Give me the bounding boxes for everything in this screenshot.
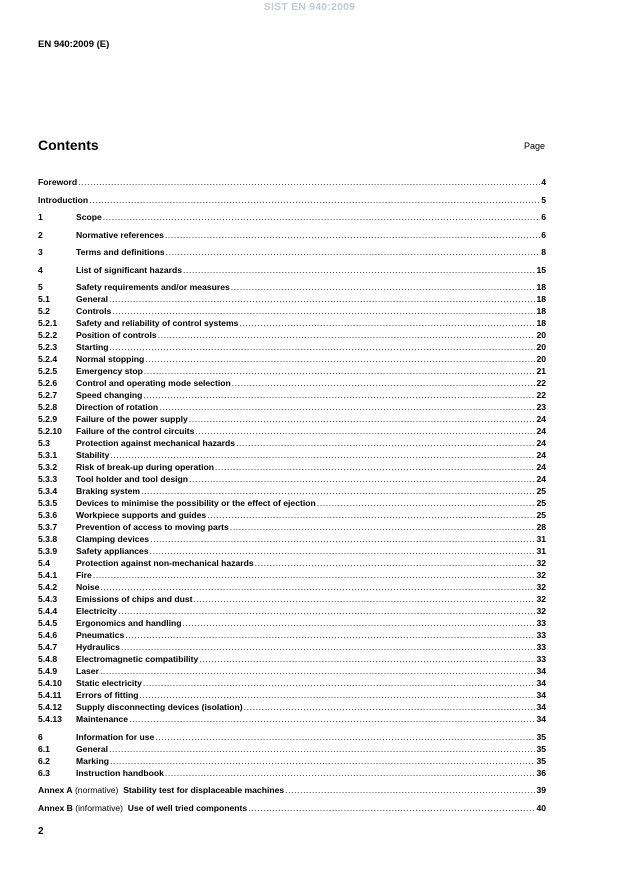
toc-entry-title: Static electricity xyxy=(76,678,142,688)
dot-leader xyxy=(140,689,536,701)
dot-leader xyxy=(183,264,535,276)
toc-entry[interactable] xyxy=(38,767,546,779)
toc-entry-number: 5.2.3 xyxy=(38,342,58,352)
toc-entry[interactable] xyxy=(38,176,546,188)
dot-leader xyxy=(118,605,535,617)
toc-entry-title: Risk of break-up during operation xyxy=(76,462,214,472)
toc-entry[interactable] xyxy=(38,581,546,593)
toc-entry-page: 34 xyxy=(536,714,546,724)
toc-entry-number: 5.2.7 xyxy=(38,390,58,400)
toc-entry-page: 22 xyxy=(536,390,546,400)
toc-entry-number: 5.3.3 xyxy=(38,474,58,484)
toc-entry-title: Tool holder and tool design xyxy=(76,474,189,484)
annex-kind: (normative) xyxy=(74,785,119,795)
dot-leader xyxy=(236,437,535,449)
dot-leader xyxy=(166,246,541,258)
dot-leader xyxy=(183,617,536,629)
dot-leader xyxy=(239,317,535,329)
toc-entry-page: 35 xyxy=(536,755,546,766)
toc-entry-number: 5.1 xyxy=(38,294,50,304)
toc-entry[interactable] xyxy=(38,629,546,641)
dot-leader xyxy=(109,341,535,353)
toc-entry-number: 5.4.7 xyxy=(38,642,58,652)
dot-leader xyxy=(144,365,536,377)
dot-leader xyxy=(159,401,535,413)
toc-entry-title: Protection against mechanical hazards xyxy=(76,438,236,448)
toc-entry-page: 21 xyxy=(536,366,546,376)
toc-entry-title: Foreword xyxy=(38,177,78,187)
toc-entry-number: 5.4.13 xyxy=(38,714,62,724)
dot-leader xyxy=(103,211,540,223)
dot-leader xyxy=(110,449,535,461)
dot-leader xyxy=(121,641,535,653)
toc-entry-title: Noise xyxy=(76,582,100,592)
toc-entry-number: 5.3.1 xyxy=(38,450,58,460)
toc-entry-title: Stability xyxy=(76,450,110,460)
toc-entry-title: Clamping devices xyxy=(76,534,150,544)
toc-entry-number: 5.3.9 xyxy=(38,546,58,556)
toc-entry-number: 5.3.6 xyxy=(38,510,58,520)
toc-entry-page: 18 xyxy=(536,294,546,304)
toc-entry[interactable] xyxy=(38,425,546,437)
toc-entry-number: 5.4.10 xyxy=(38,678,62,688)
toc-entry-number: 5.4.5 xyxy=(38,618,58,628)
annex-heading xyxy=(38,802,247,814)
toc-entry[interactable] xyxy=(38,521,546,533)
toc-entry[interactable] xyxy=(38,593,546,605)
toc-entry-number: 2 xyxy=(38,229,43,240)
dot-leader xyxy=(100,581,535,593)
toc-entry[interactable] xyxy=(38,353,546,365)
toc-entry-title: Protection against non-mechanical hazards xyxy=(76,558,254,568)
toc-entry[interactable] xyxy=(38,665,546,677)
dot-leader xyxy=(285,784,535,796)
dot-leader xyxy=(230,521,536,533)
toc-entry-page: 40 xyxy=(536,802,546,813)
toc-entry-page: 25 xyxy=(536,510,546,520)
toc-entry-page: 35 xyxy=(536,731,546,742)
dot-leader xyxy=(255,557,536,569)
toc-entry-title: General xyxy=(76,743,109,754)
dot-leader xyxy=(232,377,536,389)
toc-entry-number: 5.3.8 xyxy=(38,534,58,544)
toc-entry-page: 39 xyxy=(536,785,546,795)
toc-entry[interactable] xyxy=(38,365,546,377)
toc-entry-title: Devices to minimise the possibility or the effect of ejection xyxy=(76,498,316,508)
toc-entry[interactable] xyxy=(38,461,546,473)
dot-leader xyxy=(207,509,535,521)
toc-entry[interactable] xyxy=(38,437,546,449)
toc-entry-number: 5.2.4 xyxy=(38,354,58,364)
toc-entry[interactable] xyxy=(38,485,546,497)
document-id: EN 940:2009 (E) xyxy=(38,39,110,50)
toc-entry-page: 32 xyxy=(536,582,546,592)
toc-entry[interactable] xyxy=(38,317,546,329)
toc-entry-number: 5 xyxy=(38,282,43,292)
toc-entry-page: 15 xyxy=(536,264,546,275)
toc-entry-number: 5.4.8 xyxy=(38,654,58,664)
toc-entry-page: 6 xyxy=(541,212,546,222)
toc-entry[interactable] xyxy=(38,743,546,755)
toc-entry-page: 22 xyxy=(536,378,546,388)
toc-entry-page: 34 xyxy=(536,666,546,676)
toc-entry-title: Prevention of access to moving parts xyxy=(76,522,229,532)
toc-entry-number: 5.2.8 xyxy=(38,402,58,412)
toc-entry-page: 18 xyxy=(536,318,546,328)
dot-leader xyxy=(215,461,535,473)
toc-entry[interactable] xyxy=(38,293,546,305)
toc-entry-page: 24 xyxy=(536,450,546,460)
toc-entry-number: 5.3.2 xyxy=(38,462,58,472)
toc-entry[interactable] xyxy=(38,545,546,557)
dot-leader xyxy=(143,677,536,689)
toc-entry[interactable] xyxy=(38,281,546,293)
toc-entry-title: Information for use xyxy=(76,731,155,742)
toc-entry-title: Maintenance xyxy=(76,714,129,724)
dot-leader xyxy=(141,485,535,497)
toc-entry-page: 4 xyxy=(541,177,546,187)
dot-leader xyxy=(165,229,540,241)
toc-entry-title: Supply disconnecting devices (isolation) xyxy=(76,702,243,712)
dot-leader xyxy=(125,629,535,641)
toc-entry-title: Emissions of chips and dust xyxy=(76,594,193,604)
toc-entry[interactable] xyxy=(38,389,546,401)
dot-leader xyxy=(109,743,535,755)
toc-entry[interactable] xyxy=(38,701,546,713)
toc-entry[interactable] xyxy=(38,341,546,353)
toc-entry-title: Electricity xyxy=(76,606,118,616)
toc-entry-title: Laser xyxy=(76,666,99,676)
toc-entry-title: Terms and definitions xyxy=(76,247,165,257)
toc-entry-title: Braking system xyxy=(76,486,141,496)
toc-entry-title: Hydraulics xyxy=(76,642,120,652)
toc-entry-number: 5.4.3 xyxy=(38,594,58,604)
toc-entry-page: 32 xyxy=(536,594,546,604)
toc-entry-title: Instruction handbook xyxy=(76,767,164,778)
dot-leader xyxy=(189,473,535,485)
dot-leader xyxy=(129,713,535,725)
toc-entry-title: Control and operating mode selection xyxy=(76,378,231,388)
toc-entry[interactable] xyxy=(38,641,546,653)
toc-entry[interactable] xyxy=(38,401,546,413)
toc-entry-page: 33 xyxy=(536,618,546,628)
toc-entry-page: 24 xyxy=(536,426,546,436)
toc-entry-page: 8 xyxy=(541,247,546,257)
toc-entry-number: 5.2.10 xyxy=(38,426,62,436)
toc-entry-page: 32 xyxy=(536,570,546,580)
toc-entry-title: Electromagnetic compatibility xyxy=(76,654,199,664)
dot-leader xyxy=(195,425,535,437)
toc-entry[interactable] xyxy=(38,533,546,545)
annex-title: Stability test for displaceable machines xyxy=(123,785,285,795)
toc-entry-number: 1 xyxy=(38,212,43,222)
toc-entry-number: 5.4.1 xyxy=(38,570,58,580)
toc-entry[interactable] xyxy=(38,246,546,258)
toc-entry-number: 5.2 xyxy=(38,306,50,316)
toc-entry-page: 34 xyxy=(536,690,546,700)
toc-annex-entry[interactable] xyxy=(38,802,546,814)
annex-label: Annex B xyxy=(38,802,73,813)
toc-entry-page: 36 xyxy=(536,767,546,778)
toc-entry-title: Safety appliances xyxy=(76,546,149,556)
toc-entry-page: 33 xyxy=(536,630,546,640)
dot-leader xyxy=(194,593,536,605)
dot-leader xyxy=(78,176,540,188)
toc-annex-entry[interactable] xyxy=(38,784,546,796)
toc-entry[interactable] xyxy=(38,509,546,521)
toc-entry-title: Safety and reliability of control systems xyxy=(76,318,239,328)
toc-entry-number: 6.2 xyxy=(38,755,50,766)
toc-entry[interactable] xyxy=(38,557,546,569)
toc-entry-page: 23 xyxy=(536,402,546,412)
contents-title: Contents xyxy=(38,137,99,153)
toc-entry-number: 5.3 xyxy=(38,438,50,448)
toc-entry[interactable] xyxy=(38,653,546,665)
toc-entry-title: Pneumatics xyxy=(76,630,125,640)
toc-entry-number: 5.4.2 xyxy=(38,582,58,592)
toc-entry-title: Controls xyxy=(76,306,112,316)
dot-leader xyxy=(189,413,536,425)
toc-entry-title: Errors of fitting xyxy=(76,690,139,700)
dot-leader xyxy=(143,389,535,401)
toc-entry-title: Safety requirements and/or measures xyxy=(76,282,230,292)
toc-entry-page: 24 xyxy=(536,414,546,424)
toc-entry-number: 5.3.7 xyxy=(38,522,58,532)
toc-entry-number: 5.2.6 xyxy=(38,378,58,388)
toc-entry-number: 6.3 xyxy=(38,767,50,778)
dot-leader xyxy=(248,802,535,814)
toc-entry-number: 5.4.6 xyxy=(38,630,58,640)
toc-entry-title: Emergency stop xyxy=(76,366,143,376)
toc-entry-page: 32 xyxy=(536,558,546,568)
toc-entry-title: Workpiece supports and guides xyxy=(76,510,207,520)
toc-entry[interactable] xyxy=(38,731,546,743)
toc-entry-title: Starting xyxy=(76,342,109,352)
toc-entry[interactable] xyxy=(38,755,546,767)
toc-entry-title: General xyxy=(76,294,109,304)
toc-entry-title: List of significant hazards xyxy=(76,264,183,275)
toc-entry-number: 6 xyxy=(38,731,43,742)
dot-leader xyxy=(89,194,540,206)
dot-leader xyxy=(199,653,535,665)
toc-entry-number: 6.1 xyxy=(38,743,50,754)
toc-entry-page: 34 xyxy=(536,702,546,712)
toc-entry-page: 18 xyxy=(536,282,546,292)
toc-entry-title: Failure of the power supply xyxy=(76,414,188,424)
toc-entry-title: Fire xyxy=(76,570,92,580)
annex-title: Use of well tried components xyxy=(127,802,248,813)
toc-entry[interactable] xyxy=(38,473,546,485)
toc-entry-page: 24 xyxy=(536,474,546,484)
toc-entry[interactable] xyxy=(38,713,546,725)
dot-leader xyxy=(93,569,536,581)
toc-entry[interactable] xyxy=(38,689,546,701)
toc-entry[interactable] xyxy=(38,305,546,317)
toc-entry[interactable] xyxy=(38,569,546,581)
annex-heading xyxy=(38,784,284,796)
toc-entry-page: 24 xyxy=(536,438,546,448)
dot-leader xyxy=(150,533,535,545)
dot-leader xyxy=(110,755,535,767)
page-column-label: Page xyxy=(523,141,545,151)
toc-entry-page: 18 xyxy=(536,306,546,316)
toc-entry-page: 32 xyxy=(536,606,546,616)
toc-entry-page: 20 xyxy=(536,354,546,364)
page-number: 2 xyxy=(38,826,44,837)
toc-entry-page: 33 xyxy=(536,654,546,664)
toc-entry-number: 3 xyxy=(38,247,43,257)
watermark: SIST EN 940:2009 xyxy=(263,1,356,13)
toc-entry[interactable] xyxy=(38,264,546,276)
toc-entry-title: Marking xyxy=(76,755,109,766)
dot-leader xyxy=(112,305,535,317)
dot-leader xyxy=(155,731,535,743)
toc-entry[interactable] xyxy=(38,211,546,223)
toc-entry-page: 24 xyxy=(536,462,546,472)
toc-entry-page: 35 xyxy=(536,743,546,754)
toc-entry[interactable] xyxy=(38,617,546,629)
toc-entry-page: 25 xyxy=(536,498,546,508)
toc-entry-title: Scope xyxy=(76,212,102,222)
toc-entry-number: 5.2.2 xyxy=(38,330,58,340)
toc-entry-page: 6 xyxy=(541,229,546,240)
toc-entry-page: 5 xyxy=(541,194,546,205)
dot-leader xyxy=(145,353,535,365)
toc-entry-page: 31 xyxy=(536,546,546,556)
toc-entry-title: Introduction xyxy=(38,194,89,205)
toc-entry[interactable] xyxy=(38,449,546,461)
toc-entry[interactable] xyxy=(38,497,546,509)
toc-entry-page: 28 xyxy=(536,522,546,532)
toc-entry[interactable] xyxy=(38,677,546,689)
toc-entry-page: 31 xyxy=(536,534,546,544)
toc-entry-number: 5.4.4 xyxy=(38,606,58,616)
dot-leader xyxy=(100,665,536,677)
toc-entry-page: 20 xyxy=(536,342,546,352)
toc-entry-number: 5.4.11 xyxy=(38,690,62,700)
toc-entry-title: Failure of the control circuits xyxy=(76,426,195,436)
toc-entry-page: 34 xyxy=(536,678,546,688)
table-of-contents xyxy=(38,176,546,814)
toc-entry-page: 25 xyxy=(536,486,546,496)
toc-entry-page: 20 xyxy=(536,330,546,340)
toc-entry[interactable] xyxy=(38,377,546,389)
dot-leader xyxy=(165,767,536,779)
toc-entry-title: Speed changing xyxy=(76,390,143,400)
toc-entry-number: 5.2.1 xyxy=(38,318,58,328)
toc-entry-number: 5.4 xyxy=(38,558,50,568)
toc-entry-title: Normative references xyxy=(76,229,164,240)
toc-entry-number: 5.4.9 xyxy=(38,666,58,676)
dot-leader xyxy=(244,701,536,713)
dot-leader xyxy=(150,545,536,557)
annex-kind: (informative) xyxy=(75,802,124,813)
dot-leader xyxy=(109,293,535,305)
toc-entry-title: Direction of rotation xyxy=(76,402,159,412)
dot-leader xyxy=(231,281,536,293)
toc-entry[interactable] xyxy=(38,413,546,425)
toc-entry-title: Ergonomics and handling xyxy=(76,618,182,628)
toc-entry-title: Normal stopping xyxy=(76,354,145,364)
dot-leader xyxy=(158,329,536,341)
toc-entry-number: 5.2.5 xyxy=(38,366,58,376)
toc-entry[interactable] xyxy=(38,229,546,241)
toc-entry-page: 33 xyxy=(536,642,546,652)
toc-entry[interactable] xyxy=(38,605,546,617)
toc-entry[interactable] xyxy=(38,329,546,341)
toc-entry-number: 5.2.9 xyxy=(38,414,58,424)
toc-entry-number: 4 xyxy=(38,264,43,275)
toc-entry-number: 5.4.12 xyxy=(38,702,62,712)
dot-leader xyxy=(317,497,536,509)
toc-entry[interactable] xyxy=(38,194,546,206)
toc-entry-title: Position of controls xyxy=(76,330,157,340)
toc-entry-number: 5.3.5 xyxy=(38,498,58,508)
toc-entry-number: 5.3.4 xyxy=(38,486,58,496)
annex-label: Annex A xyxy=(38,785,73,795)
